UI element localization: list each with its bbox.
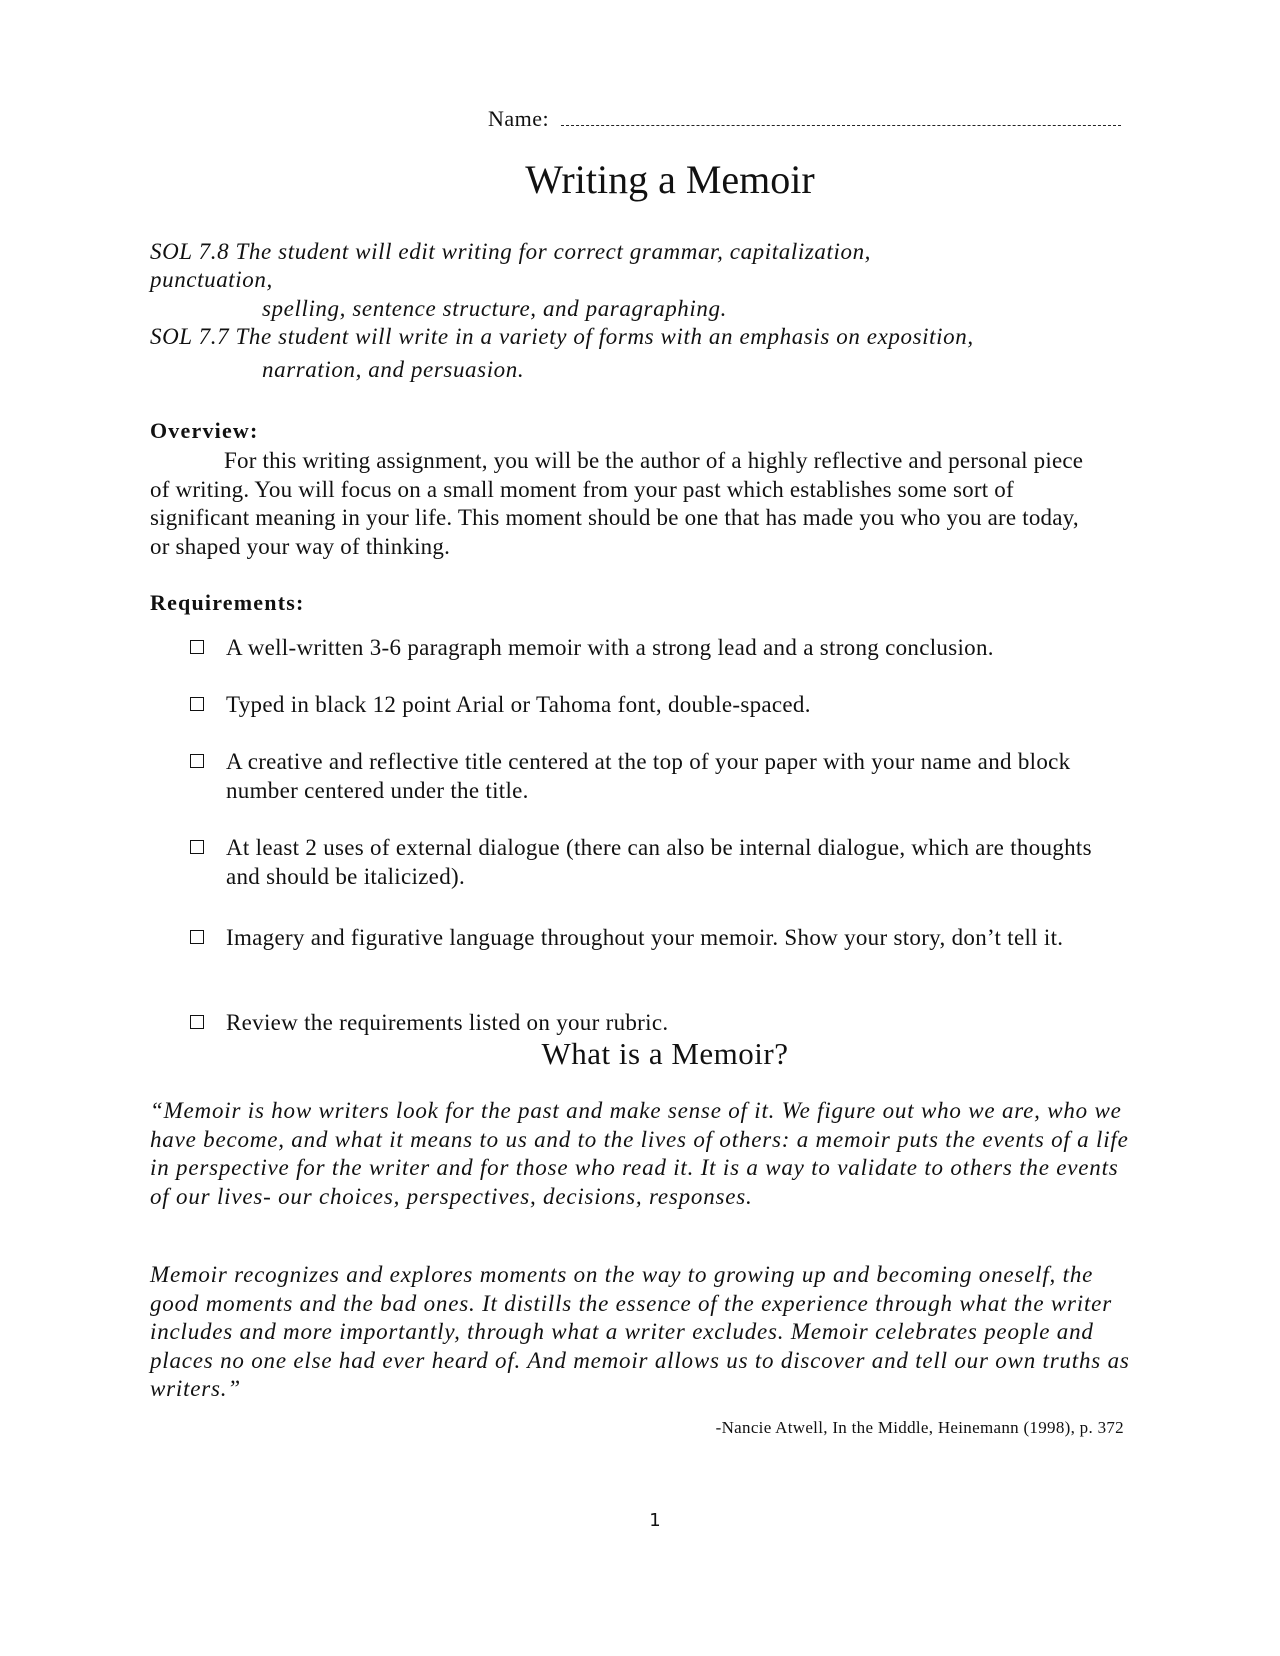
- requirements-heading: Requirements:: [150, 590, 305, 615]
- checkbox[interactable]: [190, 697, 204, 711]
- requirement-text: Review the requirements listed on your rubric.: [226, 1010, 669, 1035]
- requirement-item[interactable]: [190, 924, 1130, 953]
- memoir-quote-paragraph-1: “Memoir is how writers look for the past and make sense of it. We figure out who we are, who we have become, and what it means to us and to the lives of others: a memoir puts the events of a life in perspective for the writer and for those who read it. It is a way to validate to others the events of our lives- our choices, perspectives, decisions, responses.: [150, 1098, 1129, 1209]
- sol-7-8-line1: SOL 7.8 The student will edit writing for correct grammar, capitalization,: [150, 239, 872, 264]
- overview-heading: Overview:: [150, 418, 259, 443]
- requirement-text: Typed in black 12 point Arial or Tahoma font, double-spaced.: [226, 692, 811, 717]
- checkbox[interactable]: [190, 754, 204, 768]
- requirement-item[interactable]: [190, 634, 1130, 663]
- sol-7-7-line1: SOL 7.7 The student will write in a variety of forms with an emphasis on exposition,: [150, 324, 974, 349]
- overview-body: [150, 447, 1090, 561]
- name-blank-line: [561, 107, 1121, 126]
- checkbox[interactable]: [190, 930, 204, 944]
- overview-paragraph: For this writing assignment, you will be the author of a highly reflective and personal piece of writing. You will focus on a small moment from your past which establishes some sort of significant meaning in your life. This moment should be one that has made you who you are today, or shaped your way of thinking.: [150, 448, 1084, 559]
- quote-citation: -Nancie Atwell, In the Middle, Heinemann (1998), p. 372: [715, 1418, 1124, 1437]
- sol-7-8-line3: spelling, sentence structure, and paragraphing.: [262, 296, 727, 321]
- requirement-item[interactable]: [190, 1009, 1130, 1038]
- checkbox[interactable]: [190, 840, 204, 854]
- sol-7-7-line2: narration, and persuasion.: [262, 357, 525, 382]
- page-title: Writing a Memoir: [525, 157, 815, 202]
- requirement-item[interactable]: [190, 834, 1130, 891]
- requirement-item[interactable]: [190, 691, 1130, 720]
- memoir-quote-paragraph-2: Memoir recognizes and explores moments on the way to growing up and becoming oneself, the good moments and the bad ones. It distills the essence of the experience through what the writer includes and more importantly, through what a writer excludes. Memoir celebrates people and places no one else had ever heard of. And memoir allows us to discover and tell our own truths as writers.”: [150, 1262, 1130, 1401]
- requirement-text: A creative and reflective title centered at the top of your paper with your name and block number centered under the title.: [226, 749, 1071, 803]
- name-field: [488, 106, 1121, 132]
- page-number: 1: [649, 1510, 661, 1531]
- name-label: Name:: [488, 106, 550, 131]
- checkbox[interactable]: [190, 640, 204, 654]
- sol-7-8-line2: punctuation,: [150, 267, 273, 292]
- checkbox[interactable]: [190, 1015, 204, 1029]
- what-is-memoir-heading: What is a Memoir?: [541, 1036, 789, 1071]
- requirement-text: At least 2 uses of external dialogue (there can also be internal dialogue, which are thoughts and should be italicized).: [226, 835, 1092, 889]
- requirement-text: A well-written 3-6 paragraph memoir with a strong lead and a strong conclusion.: [226, 635, 994, 660]
- requirement-item[interactable]: [190, 748, 1130, 805]
- requirement-text: Imagery and figurative language throughout your memoir. Show your story, don’t tell it.: [226, 925, 1064, 950]
